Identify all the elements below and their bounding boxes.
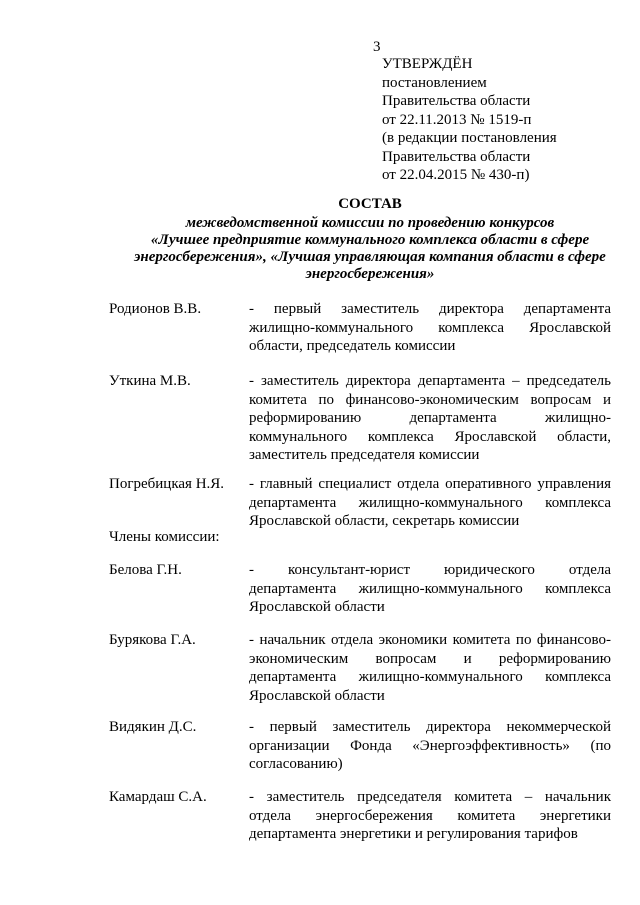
page-number: 3 [373, 39, 381, 55]
title-sub-line: «Лучшее предприятие коммунального комплекса области в сфере [150, 232, 590, 248]
member-name: Бурякова Г.А. [109, 632, 196, 648]
member-role: - первый заместитель директора некоммерческой организации Фонда «Энергоэффективность» (по согласованию) [249, 719, 611, 772]
member-name: Погребицкая Н.Я. [109, 476, 225, 492]
commission-entry [109, 372, 611, 465]
member-name: Уткина М.В. [109, 373, 191, 389]
approval-stamp [382, 55, 557, 185]
commission-entry [109, 631, 611, 705]
approval-line: (в редакции постановления [382, 130, 557, 146]
member-role: - консультант-юрист юридического отдела департамента жилищно-коммунального комплекса Ярославской области [249, 562, 611, 615]
approval-line: от 22.04.2015 № 430-п) [382, 167, 530, 183]
approval-line: от 22.11.2013 № 1519-п [382, 111, 532, 128]
members-label: Члены комиссии: [109, 529, 220, 545]
title-sub-line: энергосбережения», «Лучшая управляющая компания области в сфере [134, 249, 606, 265]
commission-entry [109, 561, 611, 617]
commission-entry [109, 300, 611, 356]
member-role: - заместитель председателя комитета – начальник отдела энергосбережения комитета энергетики департамента энергетики и регулирования тарифов [249, 789, 611, 842]
approval-line: постановлением [382, 74, 487, 91]
member-role: - заместитель директора департамента – председатель комитета по финансово-экономическим вопросам и реформированию департамента жилищно-коммунального комплекса Ярославской области, заместитель председателя комиссии [249, 373, 611, 463]
commission-entry [109, 718, 611, 774]
approval-line: УТВЕРЖДЁН [382, 56, 473, 72]
title-sub-line: энергосбережения» [305, 266, 435, 282]
member-role: - начальник отдела экономики комитета по финансово-экономическим вопросам и реформированию департамента жилищно-коммунального комплекса Ярославской области [249, 632, 611, 704]
member-name: Видякин Д.С. [109, 719, 197, 735]
approval-line: Правительства области [382, 148, 531, 165]
document-title [100, 196, 640, 283]
member-role: - главный специалист отдела оперативного управления департамента жилищно-коммунального комплекса Ярославской области, секретарь комиссии [249, 476, 611, 529]
commission-entry [109, 475, 611, 531]
member-name: Белова Г.Н. [109, 562, 182, 578]
member-name: Камардаш С.А. [109, 789, 207, 805]
member-role: - первый заместитель директора департамента жилищно-коммунального комплекса Ярославской области, председатель комиссии [249, 301, 611, 354]
title-sub-line: межведомственной комиссии по проведению конкурсов [185, 215, 555, 231]
title-main: СОСТАВ [338, 196, 402, 212]
member-name: Родионов В.В. [109, 301, 202, 317]
approval-line: Правительства области [382, 93, 531, 109]
commission-entry [109, 788, 611, 844]
